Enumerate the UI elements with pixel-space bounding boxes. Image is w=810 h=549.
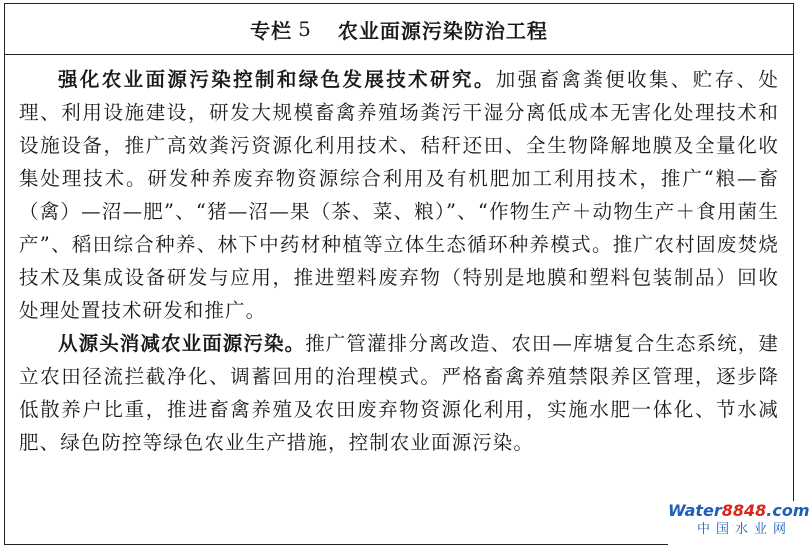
watermark-logo xyxy=(668,501,810,545)
watermark-brand-word: Water xyxy=(668,501,722,520)
paragraph-2-lead: 从源头消减农业面源污染。 xyxy=(58,332,306,355)
column-number: 5 xyxy=(298,17,312,41)
watermark-brand-number: 8848 xyxy=(721,501,767,520)
column-content xyxy=(5,55,793,459)
column-box xyxy=(4,3,794,545)
paragraph-2-text: 推广管灌排分离改造、农田—库塘复合生态系统，建立农田径流拦截净化、调蓄回用的治理模式。严格畜禽养殖禁限养区管理，逐步降低散养户比重，推进畜禽养殖及农田废弃物资源化利用，实施水肥一体化、节水减肥、绿色防控等绿色农业生产措施，控制农业面源污染。 xyxy=(19,332,780,454)
column-title: 农业面源污染防治工程 xyxy=(337,18,548,43)
column-title-bar xyxy=(5,4,793,55)
paragraph-1 xyxy=(19,63,779,327)
watermark-chinese: 中国水业网 xyxy=(696,522,792,537)
paragraph-1-lead: 强化农业面源污染控制和绿色发展技术研究。 xyxy=(58,68,496,91)
paragraph-2 xyxy=(19,327,779,459)
watermark-brand-suffix: .com xyxy=(766,501,810,520)
watermark-brand xyxy=(668,501,810,521)
paragraph-1-text: 加强畜禽粪便收集、贮存、处理、利用设施建设，研发大规模畜禽养殖场粪污干湿分离低成本无害化处理技术和设施设备，推广高效粪污资源化利用技术、秸秆还田、全生物降解地膜及全量化收集处理技术。研发种养废弃物资源综合利用及有机肥加工利用技术，推广“粮—畜（禽）—沼—肥”、“猪—沼—果（茶、菜、粮）”、“作物生产＋动物生产＋食用菌生产”、稻田综合种养、林下中药材种植等立体生态循环种养模式。推广农村固废焚烧技术及集成设备研发与应用，推进塑料废弃物（特别是地膜和塑料包装制品）回收处理处置技术研发和推广。 xyxy=(19,68,779,322)
column-label: 专栏 xyxy=(250,18,293,43)
